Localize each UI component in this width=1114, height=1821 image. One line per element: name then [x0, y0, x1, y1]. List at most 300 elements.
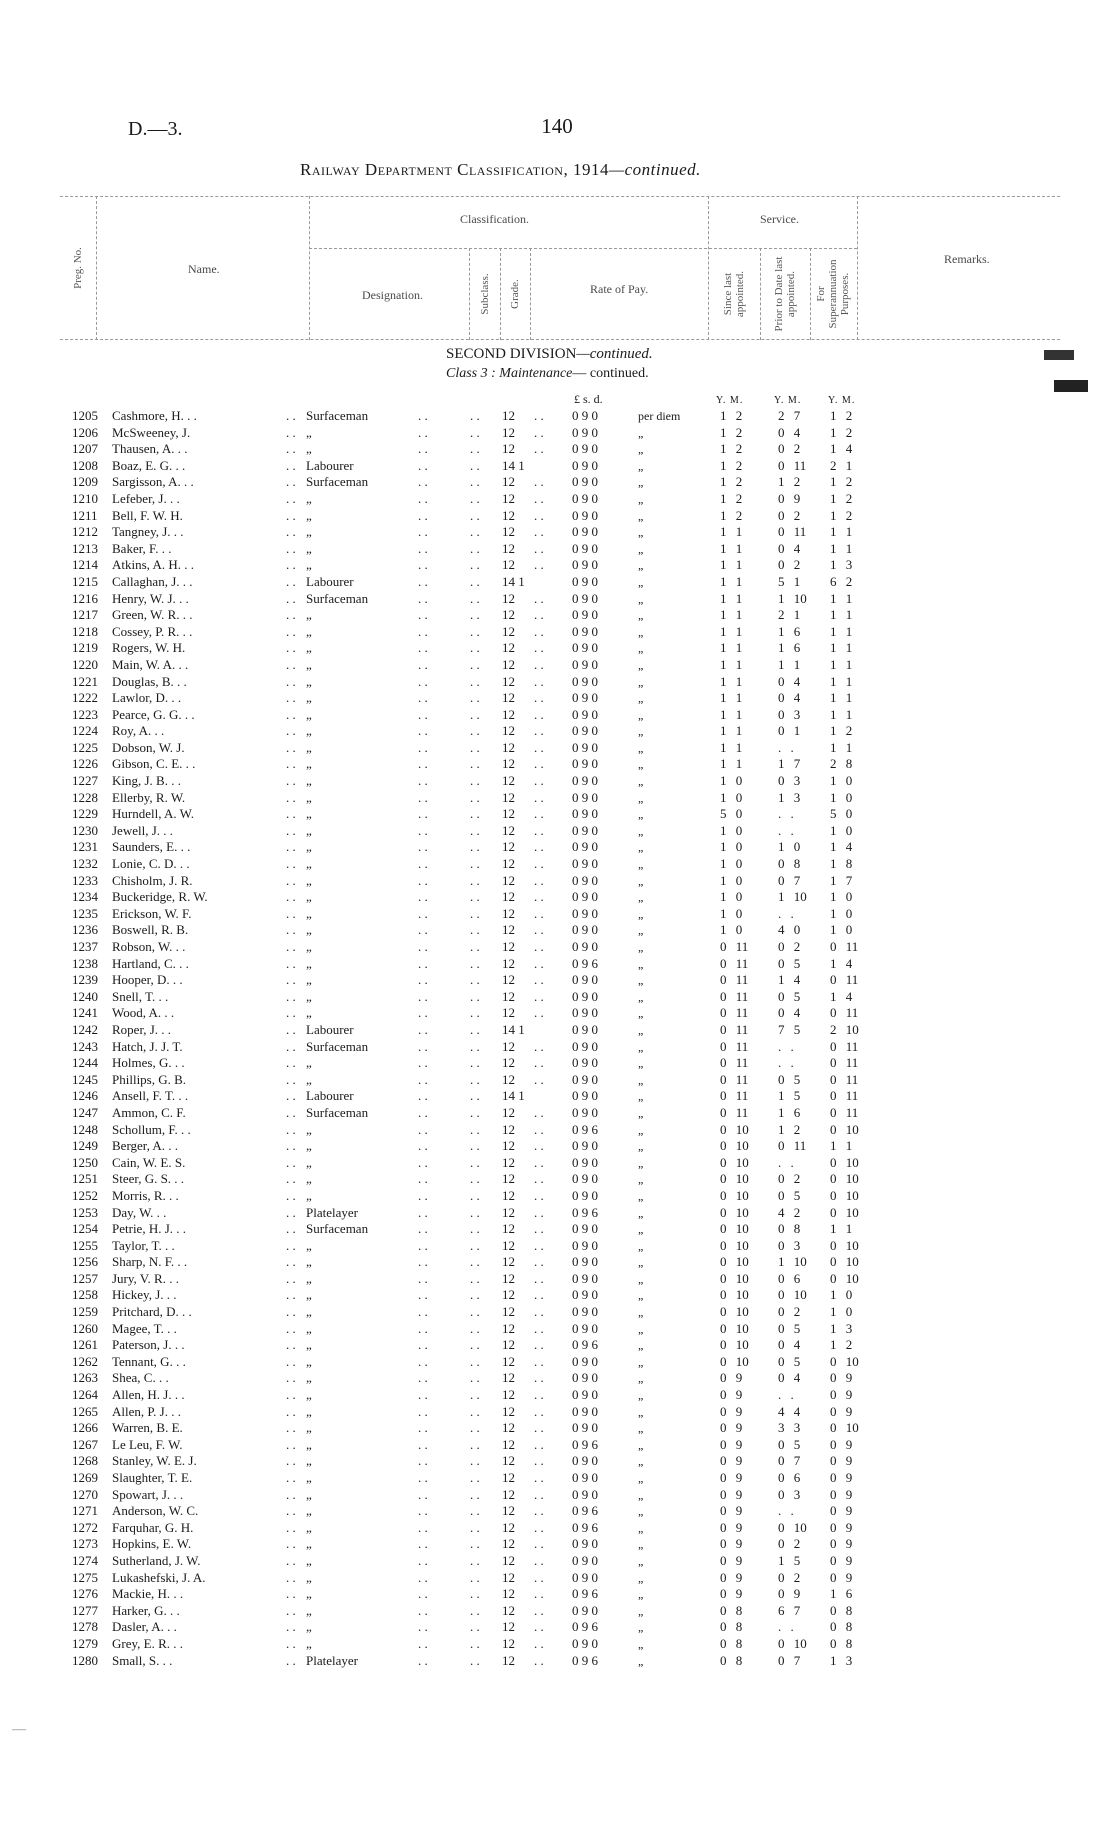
preg-no-cell: 1244 [72, 1055, 98, 1071]
since-last-cell: 1 1 [720, 756, 743, 772]
pay-unit-cell: „ [638, 1437, 644, 1452]
designation-cell: „ [306, 507, 312, 523]
leader-dots: . . [286, 524, 296, 540]
grade-cell: 12 [502, 1403, 515, 1419]
name-cell: Robson, W. . . [112, 939, 186, 954]
superannuation-cell: 1 0 [830, 1304, 853, 1320]
pay-unit-cell: „ [638, 1537, 644, 1552]
since-last-cell: 1 2 [720, 474, 743, 490]
name-cell: Morris, R. . . [112, 1187, 179, 1203]
grade-cell: 12 [502, 1586, 515, 1602]
since-last-cell: 0 11 [720, 1088, 749, 1104]
header-service: Service. [760, 212, 799, 226]
pay-unit-cell: „ [638, 1404, 644, 1419]
leader-dots: . . [286, 1104, 296, 1120]
rate-of-pay-cell: 0 9 0 [572, 524, 598, 540]
pay-unit-cell: „ [638, 1155, 644, 1170]
superannuation-cell: 0 10 [830, 1121, 859, 1137]
grade-cell: 12 [502, 424, 515, 440]
pay-unit-cell: „ [638, 840, 644, 855]
rate-of-pay-cell: 0 9 0 [572, 922, 598, 938]
superannuation-cell: 1 1 [830, 607, 853, 623]
prior-to-cell: . . [778, 822, 794, 838]
rate-of-pay-cell: 0 9 0 [572, 739, 598, 755]
grade-cell: 12 [502, 972, 515, 988]
grade-cell: 12 [502, 1005, 515, 1021]
rate-of-pay-cell: 0 9 0 [572, 490, 598, 506]
leader-dots: . . [534, 490, 544, 506]
table-row [0, 823, 1114, 840]
table-row [0, 939, 1114, 956]
grade-cell: 12 [502, 1602, 515, 1618]
grade-cell: 12 [502, 673, 515, 689]
designation-cell: „ [306, 1436, 312, 1452]
grade-cell: 12 [502, 1353, 515, 1369]
preg-no-cell: 1266 [72, 1420, 98, 1436]
leader-dots: . . [470, 1254, 480, 1270]
rate-of-pay-cell: 0 9 0 [572, 1552, 598, 1568]
name-cell: Rogers, W. H. [112, 640, 186, 656]
leader-dots: . . [286, 640, 296, 656]
since-last-cell: 0 8 [720, 1635, 743, 1651]
leader-dots: . . [286, 706, 296, 722]
grade-cell: 12 [502, 856, 515, 872]
preg-no-cell: 1268 [72, 1453, 98, 1469]
preg-no-cell: 1264 [72, 1387, 98, 1403]
since-last-cell: 0 10 [720, 1171, 749, 1187]
name-cell: McSweeney, J. [112, 424, 191, 440]
prior-to-cell: 0 5 [778, 1353, 801, 1369]
pay-unit-cell: „ [638, 624, 644, 639]
pay-unit-cell: „ [638, 807, 644, 822]
superannuation-cell: 1 8 [830, 856, 853, 872]
header-rate-of-pay: Rate of Pay. [590, 282, 649, 296]
prior-to-cell: 0 4 [778, 1337, 801, 1353]
superannuation-cell: 0 11 [830, 1088, 859, 1104]
leader-dots: . . [470, 789, 480, 805]
pay-unit-cell: „ [638, 890, 644, 905]
preg-no-cell: 1250 [72, 1154, 98, 1170]
leader-dots: . . [470, 856, 480, 872]
header-subclass: Subclass. [479, 273, 491, 315]
designation-cell: „ [306, 972, 312, 988]
leader-dots: . . [534, 524, 544, 540]
header-for-super: For Superannuation Purposes. [815, 259, 851, 329]
leader-dots: . . [470, 1154, 480, 1170]
since-last-cell: 0 10 [720, 1287, 749, 1303]
prior-to-cell: 0 2 [778, 507, 801, 523]
leader-dots: . . [534, 723, 544, 739]
name-cell: Roper, J. . . [112, 1021, 172, 1037]
leader-dots: . . [534, 1221, 544, 1237]
rate-of-pay-cell: 0 9 0 [572, 773, 598, 789]
leader-dots: . . [286, 1619, 296, 1635]
prior-to-cell: 0 9 [778, 490, 801, 506]
rate-of-pay-cell: 0 9 0 [572, 690, 598, 706]
pay-unit-cell: „ [638, 1371, 644, 1386]
leader-dots: . . [470, 623, 480, 639]
grade-cell: 14 1 [502, 1021, 525, 1037]
leader-dots: . . [534, 939, 544, 954]
leader-dots: . . [470, 773, 480, 789]
rate-of-pay-cell: 0 9 0 [572, 1304, 598, 1320]
name-cell: Schollum, F. . . [112, 1121, 191, 1137]
grade-cell: 12 [502, 690, 515, 706]
leader-dots: . . [534, 1187, 544, 1203]
pay-unit-cell: „ [638, 989, 644, 1004]
table-row [0, 1653, 1114, 1670]
leader-dots: . . [534, 1287, 544, 1303]
prior-to-cell: 1 2 [778, 1121, 801, 1137]
superannuation-cell: 1 0 [830, 822, 853, 838]
leader-dots: . . [534, 424, 544, 440]
leader-dots: . . [470, 457, 480, 473]
name-cell: Farquhar, G. H. [112, 1519, 194, 1535]
leader-dots: . . [418, 988, 428, 1004]
grade-cell: 12 [502, 474, 515, 490]
pay-unit-cell: „ [638, 491, 644, 506]
rate-of-pay-cell: 0 9 6 [572, 1121, 598, 1137]
name-cell: Hartland, C. . . [112, 955, 189, 971]
name-cell: Sharp, N. F. . . [112, 1254, 188, 1270]
prior-to-cell: 1 10 [778, 590, 807, 606]
leader-dots: . . [286, 1171, 296, 1187]
super-units: Y. M. [828, 395, 856, 406]
leader-dots: . . [470, 673, 480, 689]
designation-cell: „ [306, 1387, 312, 1403]
preg-no-cell: 1215 [72, 573, 98, 589]
leader-dots: . . [418, 441, 428, 457]
leader-dots: . . [418, 889, 428, 905]
since-last-cell: 0 9 [720, 1519, 743, 1535]
leader-dots: . . [286, 1038, 296, 1054]
prior-to-cell: 0 6 [778, 1270, 801, 1286]
pay-unit-cell: per diem [638, 409, 681, 423]
leader-dots: . . [286, 872, 296, 888]
preg-no-cell: 1230 [72, 822, 98, 838]
pay-unit-cell: „ [638, 790, 644, 805]
table-row [0, 674, 1114, 691]
designation-cell: „ [306, 806, 312, 822]
since-last-cell: 0 10 [720, 1337, 749, 1353]
leader-dots: . . [534, 1420, 544, 1436]
pay-unit-cell: „ [638, 956, 644, 971]
prior-to-cell: 0 8 [778, 856, 801, 872]
since-last-cell: 0 9 [720, 1536, 743, 1552]
leader-dots: . . [534, 640, 544, 656]
designation-cell: „ [306, 607, 312, 623]
preg-no-cell: 1272 [72, 1519, 98, 1535]
leader-dots: . . [286, 1420, 296, 1436]
designation-cell: „ [306, 1171, 312, 1187]
leader-dots: . . [418, 1021, 428, 1037]
leader-dots: . . [470, 557, 480, 573]
pay-unit-cell: „ [638, 1653, 644, 1668]
leader-dots: . . [534, 905, 544, 921]
leader-dots: . . [286, 1005, 296, 1021]
prior-to-cell: 0 9 [778, 1586, 801, 1602]
table-row [0, 640, 1114, 657]
superannuation-cell: 0 11 [830, 1071, 859, 1087]
leader-dots: . . [534, 1171, 544, 1187]
grade-cell: 12 [502, 524, 515, 540]
designation-cell: „ [306, 756, 312, 772]
table-row [0, 1072, 1114, 1089]
leader-dots: . . [534, 408, 544, 423]
since-last-cell: 0 9 [720, 1370, 743, 1386]
preg-no-cell: 1206 [72, 424, 98, 440]
leader-dots: . . [418, 1586, 428, 1602]
preg-no-cell: 1249 [72, 1138, 98, 1154]
designation-cell: „ [306, 839, 312, 855]
prior-to-cell: 0 7 [778, 1453, 801, 1469]
superannuation-cell: 0 9 [830, 1453, 853, 1469]
leader-dots: . . [418, 1569, 428, 1585]
grade-cell: 14 1 [502, 573, 525, 589]
rate-of-pay-cell: 0 9 0 [572, 889, 598, 905]
leader-dots: . . [286, 1503, 296, 1519]
leader-dots: . . [534, 623, 544, 639]
since-last-cell: 0 10 [720, 1304, 749, 1320]
preg-no-cell: 1257 [72, 1270, 98, 1286]
prior-to-cell: 1 6 [778, 623, 801, 639]
leader-dots: . . [470, 822, 480, 838]
grade-cell: 12 [502, 773, 515, 789]
table-row [0, 1221, 1114, 1238]
superannuation-cell: 0 11 [830, 1055, 859, 1071]
superannuation-cell: 0 9 [830, 1486, 853, 1502]
table-row [0, 1536, 1114, 1553]
prior-to-cell: 1 1 [778, 656, 801, 672]
leader-dots: . . [534, 673, 544, 689]
pay-unit-cell: „ [638, 1271, 644, 1286]
name-cell: Hickey, J. . . [112, 1287, 177, 1303]
table-row [0, 1586, 1114, 1603]
prior-to-cell: 0 4 [778, 1370, 801, 1386]
superannuation-cell: 1 1 [830, 673, 853, 689]
rate-of-pay-cell: 0 9 0 [572, 1221, 598, 1237]
superannuation-cell: 0 11 [830, 972, 859, 988]
grade-cell: 12 [502, 756, 515, 772]
leader-dots: . . [286, 1436, 296, 1452]
table-row [0, 1470, 1114, 1487]
since-last-cell: 1 1 [720, 706, 743, 722]
table-row [0, 1636, 1114, 1653]
header-name: Name. [188, 262, 220, 276]
table-row [0, 1155, 1114, 1172]
rate-of-pay-cell: 0 9 0 [572, 1088, 598, 1104]
superannuation-cell: 0 10 [830, 1187, 859, 1203]
leader-dots: . . [286, 408, 296, 423]
pay-unit-cell: „ [638, 1222, 644, 1237]
rate-of-pay-cell: 0 9 0 [572, 756, 598, 772]
superannuation-cell: 0 10 [830, 1154, 859, 1170]
since-last-cell: 1 0 [720, 856, 743, 872]
name-cell: Atkins, A. H. . . [112, 557, 194, 573]
table-row [0, 1354, 1114, 1371]
since-last-cell: 1 0 [720, 922, 743, 938]
table-row [0, 441, 1114, 458]
leader-dots: . . [534, 988, 544, 1004]
rate-of-pay-cell: 0 9 0 [572, 474, 598, 490]
grade-cell: 14 1 [502, 1088, 525, 1104]
designation-cell: „ [306, 690, 312, 706]
leader-dots: . . [534, 507, 544, 523]
designation-cell: „ [306, 1304, 312, 1320]
grade-cell: 12 [502, 590, 515, 606]
leader-dots: . . [470, 1221, 480, 1237]
name-cell: Snell, T. . . [112, 988, 169, 1004]
leader-dots: . . [470, 590, 480, 606]
leader-dots: . . [286, 1187, 296, 1203]
leader-dots: . . [418, 756, 428, 772]
leader-dots: . . [534, 872, 544, 888]
since-last-cell: 1 1 [720, 739, 743, 755]
superannuation-cell: 1 2 [830, 424, 853, 440]
superannuation-cell: 1 2 [830, 723, 853, 739]
grade-cell: 12 [502, 1370, 515, 1386]
superannuation-cell: 1 6 [830, 1586, 853, 1602]
leader-dots: . . [286, 573, 296, 589]
leader-dots: . . [418, 1204, 428, 1220]
superannuation-cell: 2 1 [830, 457, 853, 473]
rate-of-pay-cell: 0 9 0 [572, 1005, 598, 1021]
designation-cell: „ [306, 1403, 312, 1419]
leader-dots: . . [418, 1370, 428, 1386]
pay-unit-cell: „ [638, 1603, 644, 1618]
preg-no-cell: 1243 [72, 1038, 98, 1054]
rate-of-pay-cell: 0 9 0 [572, 806, 598, 822]
pay-unit-cell: „ [638, 973, 644, 988]
superannuation-cell: 0 9 [830, 1519, 853, 1535]
grade-cell: 12 [502, 1221, 515, 1237]
leader-dots: . . [418, 1171, 428, 1187]
leader-dots: . . [470, 408, 480, 423]
leader-dots: . . [418, 1470, 428, 1485]
prior-to-cell: 1 4 [778, 972, 801, 988]
since-last-cell: 1 2 [720, 408, 743, 423]
leader-dots: . . [470, 540, 480, 556]
preg-no-cell: 1228 [72, 789, 98, 805]
grade-cell: 12 [502, 1387, 515, 1403]
leader-dots: . . [534, 1055, 544, 1071]
superannuation-cell: 0 10 [830, 1270, 859, 1286]
since-last-cell: 0 10 [720, 1121, 749, 1137]
leader-dots: . . [286, 922, 296, 938]
leader-dots: . . [534, 1519, 544, 1535]
pay-unit-cell: „ [638, 724, 644, 739]
table-row [0, 607, 1114, 624]
prior-to-cell: 0 3 [778, 773, 801, 789]
leader-dots: . . [286, 723, 296, 739]
leader-dots: . . [418, 540, 428, 556]
rate-of-pay-cell: 0 9 6 [572, 955, 598, 971]
prior-to-cell: 0 11 [778, 1138, 807, 1154]
preg-no-cell: 1235 [72, 905, 98, 921]
grade-cell: 12 [502, 540, 515, 556]
leader-dots: . . [418, 1436, 428, 1452]
prior-units: Y. M. [774, 395, 802, 406]
designation-cell: „ [306, 706, 312, 722]
leader-dots: . . [286, 540, 296, 556]
pay-unit-cell: „ [638, 873, 644, 888]
prior-to-cell: 1 2 [778, 474, 801, 490]
leader-dots: . . [470, 1287, 480, 1303]
leader-dots: . . [286, 756, 296, 772]
preg-no-cell: 1254 [72, 1221, 98, 1237]
leader-dots: . . [286, 623, 296, 639]
leader-dots: . . [534, 1320, 544, 1336]
division-continued: —continued. [576, 346, 653, 362]
grade-cell: 12 [502, 1187, 515, 1203]
name-cell: Sargisson, A. . . [112, 474, 194, 490]
designation-cell: „ [306, 922, 312, 938]
leader-dots: . . [534, 1586, 544, 1602]
prior-to-cell: 0 10 [778, 1287, 807, 1303]
leader-dots: . . [286, 1635, 296, 1651]
table-row [0, 557, 1114, 574]
since-last-cell: 0 10 [720, 1320, 749, 1336]
leader-dots: . . [286, 839, 296, 855]
leader-dots: . . [286, 1387, 296, 1403]
superannuation-cell: 1 3 [830, 1320, 853, 1336]
leader-dots: . . [286, 1370, 296, 1386]
prior-to-cell: 0 2 [778, 1569, 801, 1585]
grade-cell: 12 [502, 988, 515, 1004]
prior-to-cell: 0 2 [778, 939, 801, 954]
name-cell: Day, W. . . [112, 1204, 167, 1220]
preg-no-cell: 1259 [72, 1304, 98, 1320]
superannuation-cell: 1 1 [830, 739, 853, 755]
name-cell: Taylor, T. . . [112, 1237, 175, 1253]
leader-dots: . . [418, 623, 428, 639]
prior-to-cell: 0 4 [778, 424, 801, 440]
leader-dots: . . [286, 690, 296, 706]
rate-of-pay-cell: 0 9 6 [572, 1519, 598, 1535]
designation-cell: „ [306, 673, 312, 689]
rate-of-pay-cell: 0 9 0 [572, 789, 598, 805]
name-cell: Callaghan, J. . . [112, 573, 193, 589]
table-row [0, 1238, 1114, 1255]
leader-dots: . . [470, 573, 480, 589]
superannuation-cell: 2 8 [830, 756, 853, 772]
name-cell: Harker, G. . . [112, 1602, 180, 1618]
preg-no-cell: 1220 [72, 656, 98, 672]
leader-dots: . . [418, 557, 428, 573]
leader-dots: . . [534, 806, 544, 822]
since-last-cell: 1 2 [720, 441, 743, 457]
rate-of-pay-cell: 0 9 0 [572, 507, 598, 523]
designation-cell: „ [306, 557, 312, 573]
leader-dots: . . [418, 490, 428, 506]
preg-no-cell: 1269 [72, 1470, 98, 1485]
leader-dots: . . [286, 1536, 296, 1552]
designation-cell: „ [306, 955, 312, 971]
prior-to-cell: 0 5 [778, 1436, 801, 1452]
preg-no-cell: 1260 [72, 1320, 98, 1336]
name-cell: Saunders, E. . . [112, 839, 191, 855]
grade-cell: 12 [502, 706, 515, 722]
leader-dots: . . [418, 1237, 428, 1253]
pay-unit-cell: „ [638, 923, 644, 938]
leader-dots: . . [534, 474, 544, 490]
rate-of-pay-cell: 0 9 0 [572, 1154, 598, 1170]
leader-dots: . . [418, 773, 428, 789]
name-cell: Hatch, J. J. T. [112, 1038, 183, 1054]
leader-dots: . . [418, 739, 428, 755]
leader-dots: . . [534, 1370, 544, 1386]
rate-of-pay-cell: 0 9 0 [572, 1453, 598, 1469]
